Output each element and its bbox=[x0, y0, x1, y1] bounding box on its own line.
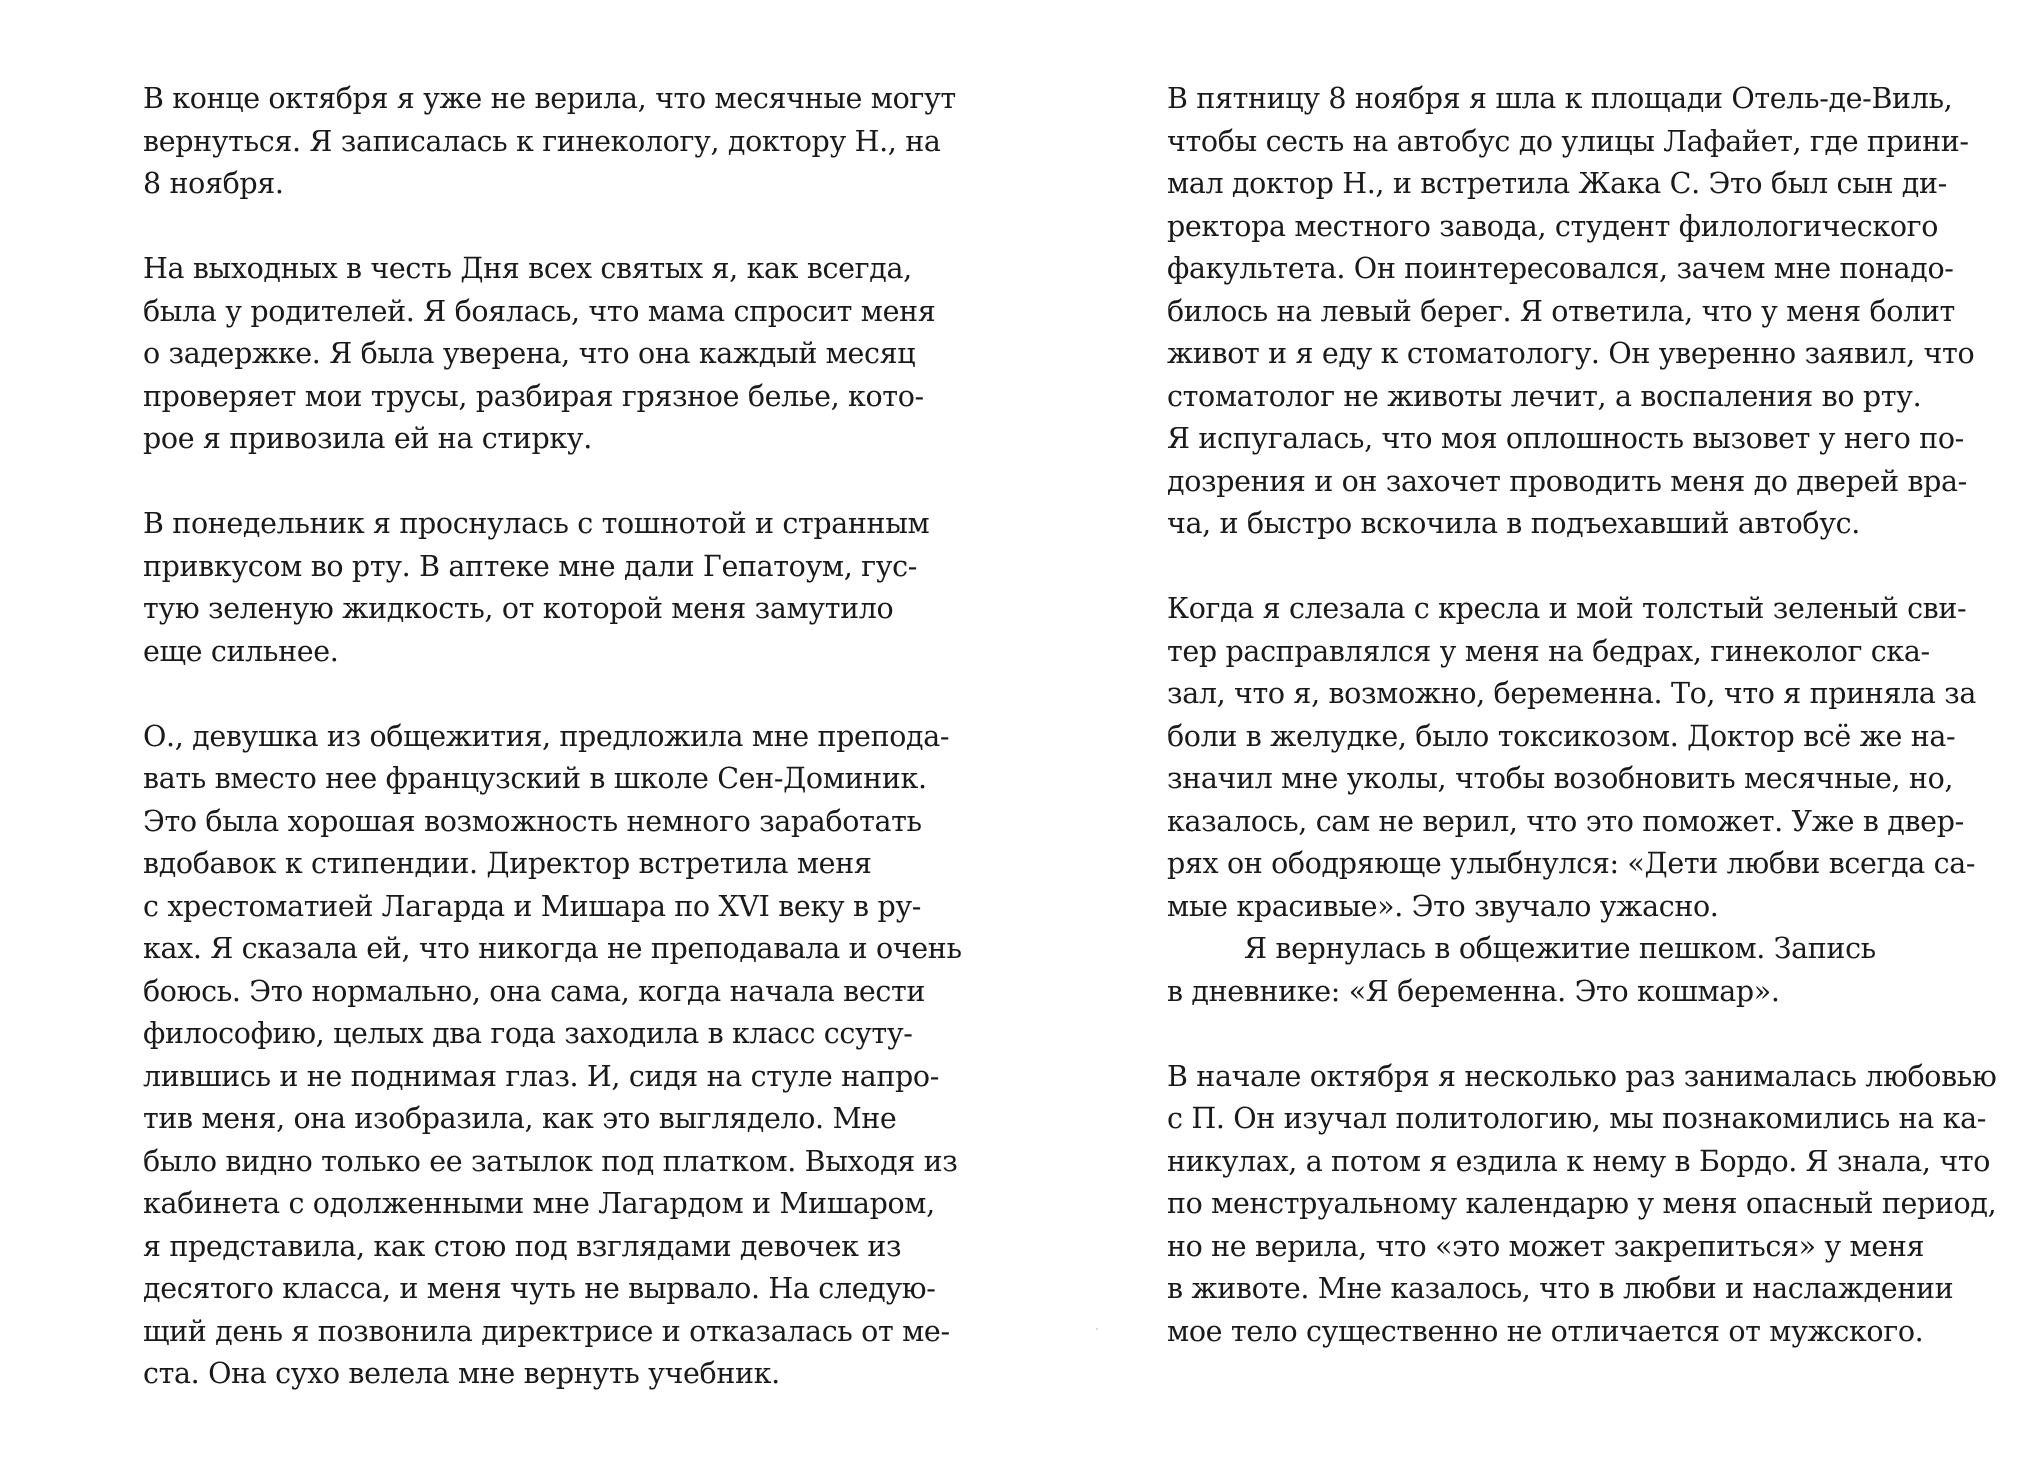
text-line: зал, что я, возможно, беременна. То, что я приняла за bbox=[1167, 677, 1977, 710]
text-line: мал доктор Н., и встретила Жака С. Это был сын ди- bbox=[1167, 167, 1947, 200]
text-line: факультета. Он поинтересовался, зачем мне понадо- bbox=[1167, 252, 1954, 285]
text-line: боли в желудке, было токсикозом. Доктор всё же на- bbox=[1167, 719, 1956, 753]
text-line: дозрения и он захочет проводить меня до дверей вра- bbox=[1167, 464, 1967, 498]
paragraph bbox=[1167, 78, 1996, 546]
text-line: живот и я еду к стоматологу. Он уверенно заявил, что bbox=[1167, 337, 1975, 370]
text-line: 8 ноября. bbox=[143, 167, 284, 200]
text-line: В конце октября я уже не верила, что месячные могут bbox=[143, 82, 956, 115]
text-line: в животе. Мне казалось, что в любви и наслаждении bbox=[1167, 1272, 1954, 1305]
paragraph bbox=[143, 716, 962, 1396]
text-line: ча, и быстро вскочила в подъехавший автобус. bbox=[1167, 507, 1860, 540]
text-line: было видно только ее затылок под платком. Выходя из bbox=[143, 1144, 958, 1178]
text-line: тую зеленую жидкость, от которой меня замутило bbox=[143, 592, 894, 625]
paragraph bbox=[143, 503, 962, 673]
page-speck bbox=[1096, 1328, 1098, 1330]
text-line: рое я привозила ей на стирку. bbox=[143, 422, 592, 455]
text-line-indented: Я вернулась в общежитие пешком. Запись bbox=[1244, 932, 1876, 965]
text-line: философию, целых два года заходила в класс ссуту- bbox=[143, 1017, 913, 1050]
text-line: ректора местного завода, студент филологического bbox=[1167, 209, 1939, 243]
text-line: казалось, сам не верил, что это поможет. Уже в двер- bbox=[1167, 804, 1964, 838]
text-line: Когда я слезала с кресла и мой толстый зеленый сви- bbox=[1167, 592, 1967, 625]
text-line: тив меня, она изобразила, как это выглядело. Мне bbox=[143, 1102, 897, 1135]
text-line: была у родителей. Я боялась, что мама спросит меня bbox=[143, 294, 936, 328]
text-line: лившись и не поднимая глаз. И, сидя на стуле напро- bbox=[143, 1059, 939, 1093]
text-line: в дневнике: «Я беременна. Это кошмар». bbox=[1167, 974, 1780, 1008]
text-line: вать вместо нее французский в школе Сен-Доминик. bbox=[143, 762, 927, 795]
text-line: стоматолог не животы лечит, а воспаления во рту. bbox=[1167, 379, 1922, 413]
text-line: мое тело существенно не отличается от мужского. bbox=[1167, 1314, 1924, 1348]
text-line: боюсь. Это нормально, она сама, когда начала вести bbox=[143, 974, 926, 1008]
text-line: В пятницу 8 ноября я шла к площади Отель-де-Виль, bbox=[1167, 82, 1953, 115]
text-line: рях он ободряюще улыбнулся: «Дети любви всегда са- bbox=[1167, 847, 1976, 880]
text-line: Я испугалась, что моя оплошность вызовет у него по- bbox=[1167, 422, 1964, 455]
text-line: В начале октября я несколько раз занималась любовью bbox=[1167, 1059, 1997, 1093]
paragraph bbox=[143, 248, 962, 461]
paragraph bbox=[1167, 1056, 1996, 1354]
right-page-text bbox=[1167, 78, 1996, 1396]
text-line: щий день я позвонила директрисе и отказалась от ме- bbox=[143, 1314, 950, 1348]
text-line: О., девушка из общежития, предложила мне препода- bbox=[143, 719, 950, 753]
text-line: никулах, а потом я ездила к нему в Бордо. Я знала, что bbox=[1167, 1144, 1991, 1178]
text-line: мые красивые». Это звучало ужасно. bbox=[1167, 889, 1719, 923]
text-line: еще сильнее. bbox=[143, 634, 339, 668]
text-line: кабинета с одолженными мне Лагардом и Мишаром, bbox=[143, 1187, 935, 1220]
text-line: тер расправлялся у меня на бедрах, гинеколог ска- bbox=[1167, 634, 1930, 668]
text-line: с хрестоматией Лагарда и Мишара по XVI веку в ру- bbox=[143, 889, 922, 923]
left-page-text bbox=[143, 78, 962, 1438]
text-line: по менструальному календарю у меня опасный период, bbox=[1167, 1187, 1997, 1220]
text-line: В понедельник я проснулась с тошнотой и странным bbox=[143, 507, 930, 540]
text-line: Это была хорошая возможность немного заработать bbox=[143, 804, 922, 838]
paragraph bbox=[143, 78, 962, 206]
text-line: ста. Она сухо велела мне вернуть учебник. bbox=[143, 1357, 780, 1390]
text-line: привкусом во рту. В аптеке мне дали Гепатоум, гус- bbox=[143, 549, 918, 583]
text-line: вдобавок к стипендии. Директор встретила меня bbox=[143, 847, 872, 880]
right-page bbox=[1011, 0, 2022, 1484]
text-line: значил мне уколы, чтобы возобновить месячные, но, bbox=[1167, 762, 1954, 795]
text-line: На выходных в честь Дня всех святых я, как всегда, bbox=[143, 252, 912, 285]
text-line: я представила, как стою под взглядами девочек из bbox=[143, 1229, 902, 1263]
text-line: но не верила, что «это может закрепиться» у меня bbox=[1167, 1229, 1925, 1263]
text-line: вернуться. Я записалась к гинекологу, доктору Н., на bbox=[143, 124, 941, 158]
text-line: о задержке. Я была уверена, что она каждый месяц bbox=[143, 337, 916, 370]
text-line: билось на левый берег. Я ответила, что у меня болит bbox=[1167, 294, 1955, 328]
text-line: с П. Он изучал политологию, мы познакомились на ка- bbox=[1167, 1102, 1987, 1135]
paragraph bbox=[1167, 588, 1996, 1013]
text-line: ках. Я сказала ей, что никогда не преподавала и очень bbox=[143, 932, 962, 965]
text-line: проверяет мои трусы, разбирая грязное белье, кото- bbox=[143, 379, 924, 413]
text-line: чтобы сесть на автобус до улицы Лафайет, где прини- bbox=[1167, 124, 1969, 158]
text-line: десятого класса, и меня чуть не вырвало. На следую- bbox=[143, 1272, 936, 1305]
